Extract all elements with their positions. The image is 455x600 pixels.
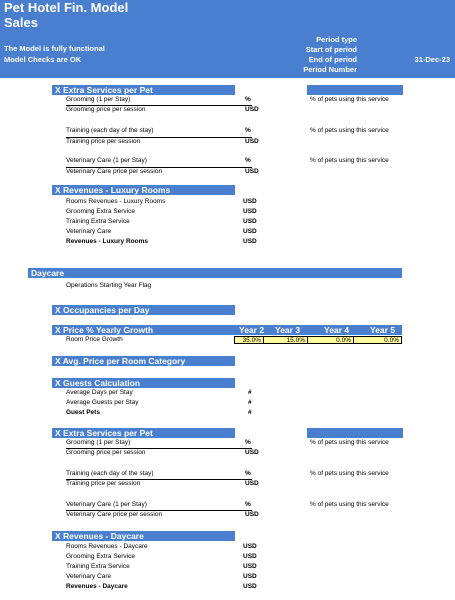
section-title: X Revenues - Daycare [55,531,144,541]
row-unit: USD [245,449,259,456]
row-unit: % [245,501,251,508]
row-unit: USD [245,138,259,145]
row-label: Grooming Extra Service [66,208,135,215]
row-unit: USD [243,563,257,570]
row-label: Veterinary Care (1 per Stay) [66,157,147,164]
row-label: Grooming price per session [66,106,146,113]
end-period-label: End of period [308,55,357,64]
row-unit: USD [243,228,257,235]
row-unit: % [245,157,251,164]
row-label: Rooms Revenues - Daycare [66,543,148,550]
row-unit: % [245,439,251,446]
row-label: Training Extra Service [66,563,130,570]
year-header: Year 3 [275,325,301,335]
row-unit: USD [243,198,257,205]
period-number-label: Period Number [303,65,357,74]
row-note: % of pets using this service [310,501,389,508]
period-type-label: Period type [316,35,357,44]
row-unit: # [248,409,252,416]
row-label: Training price per session [66,138,141,145]
row-unit: USD [243,553,257,560]
year-header: Year 2 [239,325,265,335]
flag-label: Operations Starting Year Flag [66,282,152,289]
row-label: Veterinary Care [66,228,112,235]
growth-input-year-5[interactable]: 0.0% [353,336,402,344]
row-unit: % [245,127,251,134]
section-bar[interactable] [52,305,235,315]
section-title: X Extra Services per Pet [55,85,153,95]
row-unit: USD [243,208,257,215]
row-label: Training Extra Service [66,218,130,225]
section-bar[interactable] [52,428,235,438]
year-header: Year 4 [324,325,350,335]
page-subtitle: Sales [4,15,38,30]
section-title: X Revenues - Luxury Rooms [55,185,171,195]
row-unit: USD [243,238,257,245]
row-note: % of pets using this service [310,96,389,103]
row-label: Grooming (1 per Stay) [66,96,131,103]
row-label: Grooming Extra Service [66,553,135,560]
row-note: % of pets using this service [310,127,389,134]
row-unit: USD [243,573,257,580]
row-note: % of pets using this service [310,439,389,446]
price-growth-bar[interactable] [52,325,402,335]
row-unit: % [245,96,251,103]
row-label-total: Revenues - Luxury Rooms [66,238,148,245]
row-unit: USD [245,511,259,518]
row-label: Rooms Revenues - Luxury Rooms [66,198,166,205]
checks-status: Model Checks are OK [4,55,82,64]
row-note: % of pets using this service [310,157,389,164]
start-period-label: Start of period [305,45,357,54]
growth-input-year-4[interactable]: 0.0% [307,336,354,344]
section-title: X Avg. Price per Room Category [55,356,186,366]
growth-input-year-3[interactable]: 15.0% [263,336,308,344]
row-label: Veterinary Care price per session [66,168,163,175]
year-header: Year 5 [370,325,396,335]
section-title: X Guests Calculation [55,378,141,388]
section-title: X Price % Yearly Growth [55,325,154,335]
row-note: % of pets using this service [310,470,389,477]
row-label: Training (each day of the stay) [66,127,154,134]
daycare-bar[interactable] [28,268,402,278]
row-unit: USD [243,583,257,590]
row-label: Veterinary Care [66,573,112,580]
row-label: Room Price Growth [66,336,123,343]
row-unit: # [248,399,252,406]
section-bar[interactable] [52,85,235,95]
section-bar[interactable] [52,185,235,195]
row-label: Training (each day of the stay) [66,470,154,477]
row-label: Average Days per Stay [66,389,133,396]
daycare-title: Daycare [31,268,65,278]
row-label-total: Revenues - Daycare [66,583,128,590]
row-label-total: Guest Pets [66,409,100,416]
growth-input-year-2[interactable]: 35.0% [234,336,264,344]
section-bar[interactable] [52,378,235,388]
row-label: Grooming (1 per Stay) [66,439,131,446]
section-title: X Extra Services per Pet [55,428,153,438]
section-bar-extension [307,428,403,438]
end-date: 31-Dec-23 [414,55,450,64]
section-bar[interactable] [52,531,235,541]
row-label: Veterinary Care price per session [66,511,163,518]
section-title: X Occupancies per Day [55,305,150,315]
row-unit: # [248,389,252,396]
row-label: Average Guests per Stay [66,399,139,406]
row-unit: USD [243,543,257,550]
row-unit: USD [245,106,259,113]
section-bar-extension [307,85,403,95]
model-status: The Model is fully functional [4,44,105,53]
section-bar[interactable] [52,356,235,366]
row-label: Veterinary Care (1 per Stay) [66,501,147,508]
row-label: Grooming price per session [66,449,146,456]
row-unit: USD [245,480,259,487]
row-unit: % [245,470,251,477]
row-unit: USD [243,218,257,225]
row-label: Training price per session [66,480,141,487]
page-title: Pet Hotel Fin. Model [4,0,129,15]
row-unit: USD [245,168,259,175]
